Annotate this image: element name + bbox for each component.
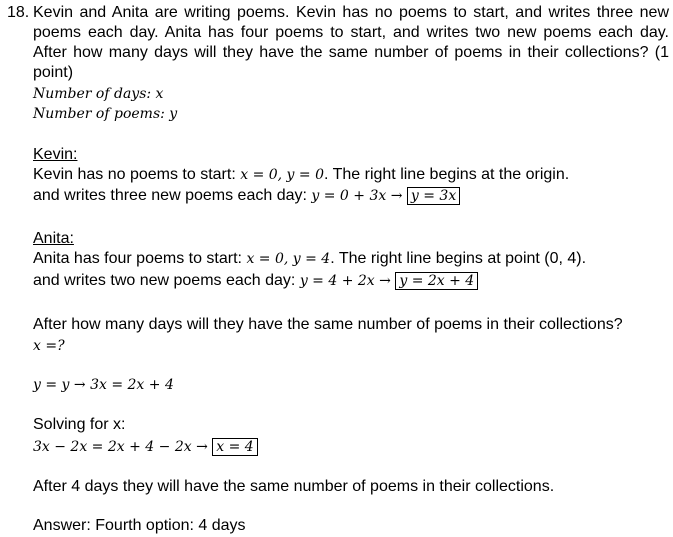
kevin-line-1-text: Kevin has no poems to start: bbox=[33, 166, 241, 183]
anita-heading: Anita: bbox=[33, 230, 74, 247]
kevin-line-1 bbox=[33, 165, 569, 185]
after-question: After how many days will they have the same number of poems in their collections? bbox=[33, 316, 623, 333]
conclusion: After 4 days they will have the same number of poems in their collections. bbox=[33, 478, 555, 495]
definition-poems: Number of poems: y bbox=[33, 106, 178, 122]
anita-line-2-math: y = 4 + 2x → bbox=[299, 273, 391, 289]
solving-equation: 3x − 2x = 2x + 4 − 2x → bbox=[33, 439, 208, 455]
anita-line-1-tail: . The right line begins at point (0, 4). bbox=[330, 250, 587, 267]
solving-heading: Solving for x: bbox=[33, 416, 126, 433]
definition-days: Number of days: x bbox=[33, 86, 164, 102]
anita-line-2-text: and writes two new poems each day: bbox=[33, 272, 300, 289]
answer: Answer: Fourth option: 4 days bbox=[33, 517, 246, 534]
anita-equation-box: y = 2x + 4 bbox=[395, 272, 478, 290]
solving-line bbox=[33, 437, 258, 457]
kevin-line-1-math: x = 0, y = 0 bbox=[240, 167, 324, 183]
anita-line-2 bbox=[33, 271, 478, 291]
question-text: Kevin and Anita are writing poems. Kevin has no poems to start, and writes three new poems each day. Anita has four poems to start, and writes two new poems each day. After how many days will they have the same number of poems in their collections? (1 point) bbox=[33, 4, 669, 81]
equal-equation: y = y → 3x = 2x + 4 bbox=[33, 377, 174, 393]
anita-line-1-text: Anita has four poems to start: bbox=[33, 250, 247, 267]
kevin-line-2 bbox=[33, 186, 460, 206]
question-number: 18. bbox=[7, 4, 30, 21]
kevin-line-2-math: y = 0 + 3x → bbox=[311, 188, 403, 204]
kevin-equation-box: y = 3x bbox=[407, 187, 460, 205]
kevin-heading: Kevin: bbox=[33, 146, 78, 163]
anita-line-1 bbox=[33, 249, 586, 269]
kevin-line-1-tail: . The right line begins at the origin. bbox=[324, 166, 570, 183]
solution-box: x = 4 bbox=[212, 438, 257, 456]
kevin-line-2-text: and writes three new poems each day: bbox=[33, 187, 312, 204]
anita-line-1-math: x = 0, y = 4 bbox=[246, 251, 331, 267]
unknown-x: x =? bbox=[33, 338, 65, 354]
